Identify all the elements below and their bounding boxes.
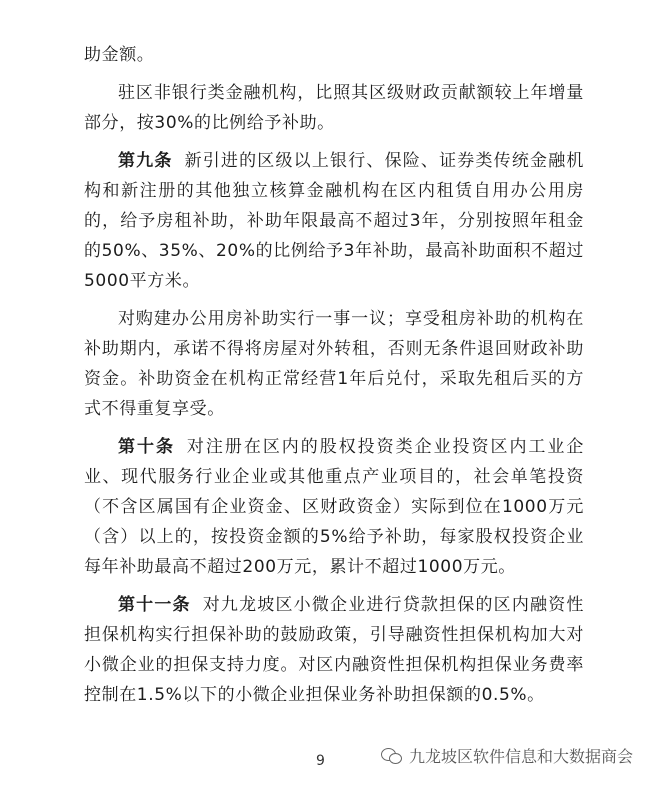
article-9 [84,146,584,296]
paragraph-office-purchase [84,304,584,424]
article-number: 第十条 [118,437,175,457]
article-10 [84,432,584,582]
paragraph-text: 助金额。 [84,45,155,65]
paragraph-text: 驻区非银行类金融机构，比照其区级财政贡献额较上年增量部分，按30%的比例给予补助。 [84,83,584,133]
paragraph-text: 对九龙坡区小微企业进行贷款担保的区内融资性担保机构实行担保补助的鼓励政策，引导融资性担保机构加大对小微企业的担保支持力度。对区内融资性担保机构担保业务费率控制在1.5%以下的小微企业担保业务补助担保额的0.5%。 [84,595,584,705]
watermark [381,744,633,767]
paragraph-text: 对注册在区内的股权投资类企业投资区内工业企业、现代服务行业企业或其他重点产业项目的，社会单笔投资（不含区属国有企业资金、区财政资金）实际到位在1000万元（含）以上的，按投资金额的5%给予补助，每家股权投资企业每年补助最高不超过200万元，累计不超过1000万元。 [84,437,584,577]
article-11 [84,590,584,710]
paragraph-text: 对购建办公用房补助实行一事一议；享受租房补助的机构在补助期内，承诺不得将房屋对外转租，否则无条件退回财政补助资金。补助资金在机构正常经营1年后兑付，采取先租后买的方式不得重复享受。 [84,309,584,419]
article-number: 第九条 [118,151,173,171]
wechat-icon [381,747,403,765]
paragraph-continuation [84,40,584,70]
article-number: 第十一条 [118,595,191,615]
paragraph-text: 新引进的区级以上银行、保险、证券类传统金融机构和新注册的其他独立核算金融机构在区内租赁自用办公用房的，给予房租补助，补助年限最高不超过3年，分别按照年租金的50%、35%、20%的比例给予3年补助，最高补助面积不超过5000平方米。 [84,151,584,291]
page-number: 9 [316,753,325,769]
paragraph-nonbank-institutions [84,78,584,138]
watermark-text: 九龙坡区软件信息和大数据商会 [408,747,633,766]
document-body [84,40,584,710]
